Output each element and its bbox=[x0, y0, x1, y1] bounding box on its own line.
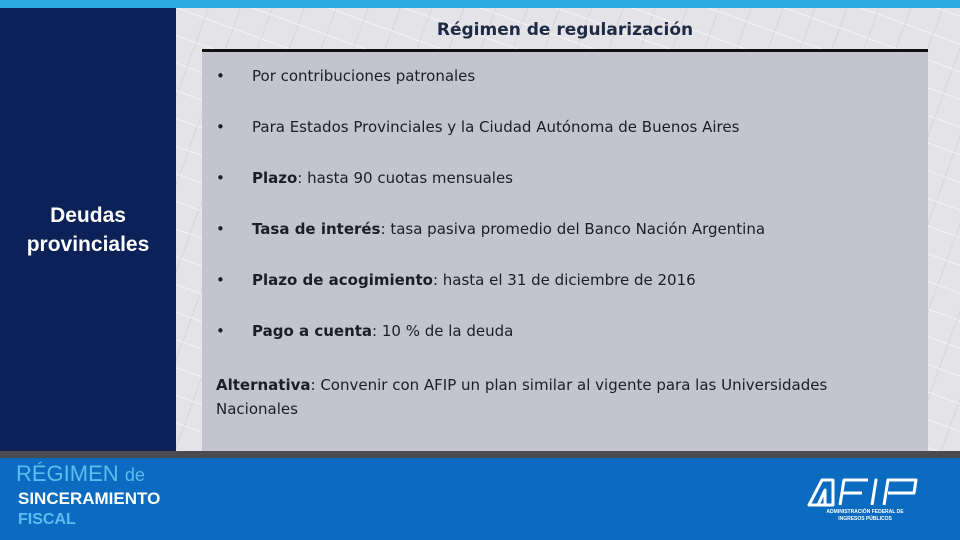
brand-de: de bbox=[124, 465, 145, 485]
item-text: Para Estados Provinciales y la Ciudad Autónoma de Buenos Aires bbox=[252, 118, 740, 136]
item-text: Por contribuciones patronales bbox=[252, 67, 476, 85]
item-label: Plazo bbox=[252, 169, 298, 187]
item-text: : hasta 90 cuotas mensuales bbox=[297, 169, 513, 187]
section-heading: Régimen de regularización bbox=[436, 20, 694, 40]
bullet-dot: • bbox=[216, 118, 225, 136]
afip-logo-icon bbox=[806, 476, 924, 508]
bullet-dot: • bbox=[216, 322, 225, 340]
afip-logo bbox=[806, 476, 924, 532]
logo-caption-line-2: INGRESOS PÚBLICOS bbox=[838, 516, 892, 522]
item-label: Tasa de interés bbox=[252, 220, 381, 238]
item-text: : hasta el 31 de diciembre de 2016 bbox=[432, 271, 696, 289]
alternative-text: : Convenir con AFIP un plan similar al vigente para las Universidades Nacionales bbox=[216, 376, 828, 418]
item-label: Plazo de acogimiento bbox=[252, 271, 433, 289]
bullet-dot: • bbox=[216, 169, 225, 187]
brand-regimen: RÉGIMEN bbox=[16, 461, 119, 486]
item-text: : 10 % de la deuda bbox=[372, 322, 514, 340]
bullet-dot: • bbox=[216, 271, 225, 289]
footer-divider-band bbox=[0, 451, 960, 458]
sidebar-title: Deudas provinciales bbox=[26, 203, 150, 256]
content-card bbox=[202, 52, 928, 451]
brand-line-1 bbox=[16, 461, 145, 488]
alternative-note bbox=[216, 373, 906, 421]
logo-caption bbox=[806, 509, 924, 523]
sidebar-panel bbox=[0, 8, 176, 451]
brand-line-3: FISCAL bbox=[18, 511, 76, 528]
bullet-dot: • bbox=[216, 67, 225, 85]
footer-bar bbox=[0, 458, 960, 540]
logo-caption-line-1: ADMINISTRACIÓN FEDERAL DE bbox=[826, 509, 904, 515]
item-label: Pago a cuenta bbox=[252, 322, 373, 340]
bullet-dot: • bbox=[216, 220, 225, 238]
alternative-label: Alternativa bbox=[216, 376, 311, 394]
brand-line-2: SINCERAMIENTO bbox=[18, 489, 161, 508]
item-text: : tasa pasiva promedio del Banco Nación Argentina bbox=[380, 220, 766, 238]
top-accent-strip bbox=[0, 0, 960, 8]
